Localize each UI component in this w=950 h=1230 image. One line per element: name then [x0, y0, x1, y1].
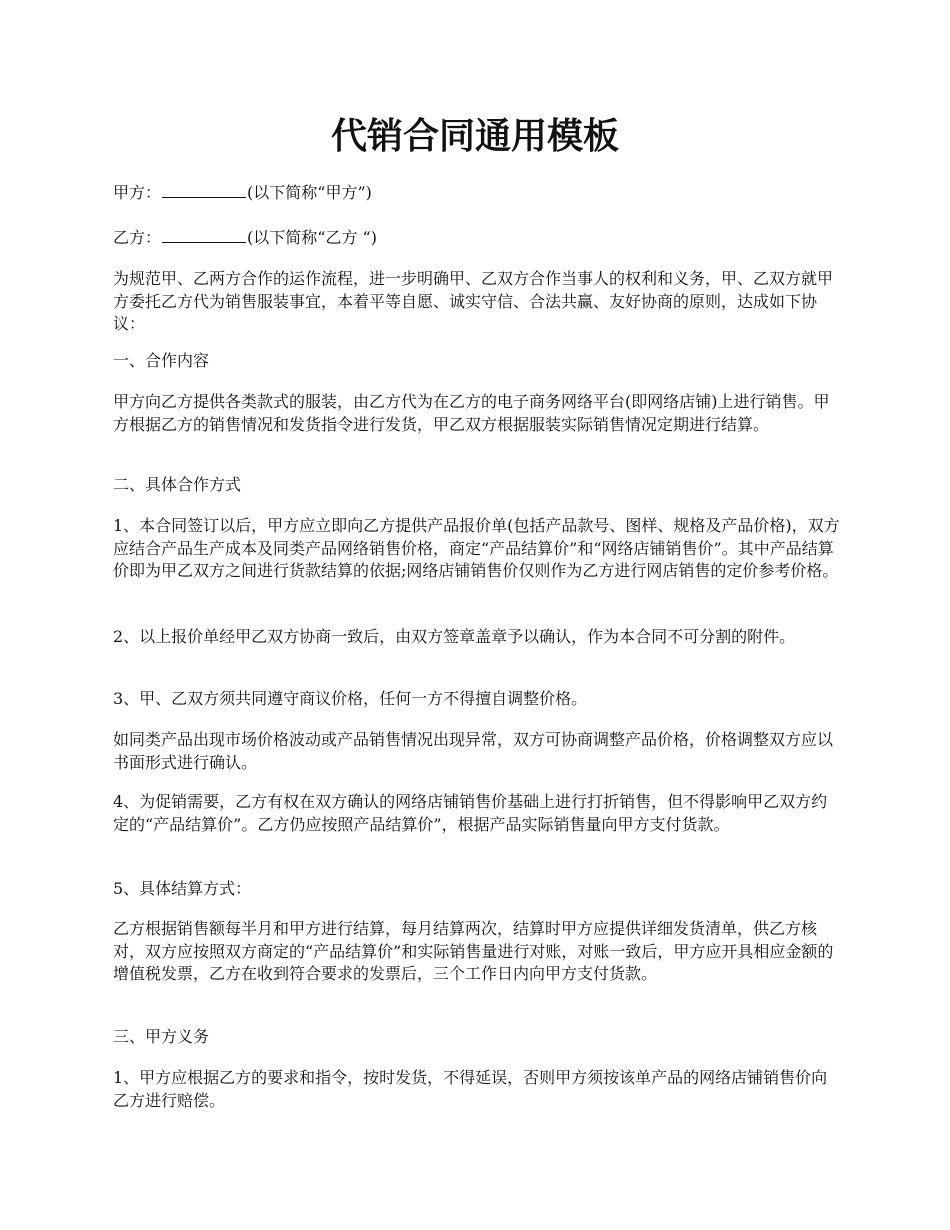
party-a-blank	[162, 182, 246, 198]
party-b-line	[113, 227, 843, 250]
method-clause-5: 5、具体结算方式：	[113, 879, 252, 898]
party-a-suffix: (以下简称“甲方”)	[247, 183, 372, 202]
document-title: 代销合同通用模板	[330, 115, 619, 157]
preamble-paragraph: 为规范甲、乙两方合作的运作流程，进一步明确甲、乙双方合作当事人的权利和义务，甲、乙双方就甲方委托乙方代为销售服装事宜，本着平等自愿、诚实守信、合法共赢、友好协商的原则，达成如下协议：	[113, 269, 834, 333]
party-b-blank	[162, 227, 246, 243]
party-b-suffix: (以下简称“乙方 “)	[247, 228, 377, 247]
method-clause-4: 4、为促销需要，乙方有权在双方确认的网络店铺销售价基础上进行打折销售，但不得影响甲乙双方约定的“产品结算价”。乙方仍应按照产品结算价”，根据产品实际销售量向甲方支付货款。	[113, 792, 828, 834]
party-a-line	[113, 182, 843, 205]
settlement-paragraph: 乙方根据销售额每半月和甲方进行结算，每月结算两次，结算时甲方应提供详细发货清单，供乙方核对，双方应按照双方商定的“产品结算价”和实际销售量进行对账，对账一致后，甲方应开具相应金额的增值税发票，乙方在收到符合要求的发票后，三个工作日内向甲方支付货款。	[113, 919, 834, 983]
party-a-label: 甲方：	[113, 183, 162, 202]
method-clause-3: 3、甲、乙双方须共同遵守商议价格，任何一方不得擅自调整价格。	[113, 689, 588, 708]
party-b-label: 乙方：	[113, 228, 162, 247]
party-a-duty-1: 1、甲方应根据乙方的要求和指令，按时发货，不得延误，否则甲方须按该单产品的网络店铺销售价向乙方进行赔偿。	[113, 1068, 828, 1110]
method-clause-1: 1、本合同签订以后，甲方应立即向乙方提供产品报价单(包括产品款号、图样、规格及产品价格)，双方应结合产品生产成本及同类产品网络销售价格，商定“产品结算价”和“网络店铺销售价”。其中产品结算价即为甲乙双方之间进行货款结算的依据;网络店铺销售价仅则作为乙方进行网店销售的定价参考价格。	[113, 516, 840, 580]
section-heading-party-a-duties: 三、甲方义务	[113, 1027, 210, 1046]
section-heading-method: 二、具体合作方式	[113, 475, 242, 494]
method-clause-2: 2、以上报价单经甲乙双方协商一致后，由双方签章盖章予以确认，作为本合同不可分割的附件。	[113, 627, 796, 646]
price-adjustment-paragraph: 如同类产品出现市场价格波动或产品销售情况出现异常，双方可协商调整产品价格，价格调整双方应以书面形式进行确认。	[113, 730, 834, 772]
section-heading-cooperation: 一、合作内容	[113, 351, 210, 370]
cooperation-paragraph: 甲方向乙方提供各类款式的服装，由乙方代为在乙方的电子商务网络平台(即网络店铺)上进行销售。甲方根据乙方的销售情况和发货指令进行发货，甲乙双方根据服装实际销售情况定期进行结算。	[113, 392, 830, 434]
